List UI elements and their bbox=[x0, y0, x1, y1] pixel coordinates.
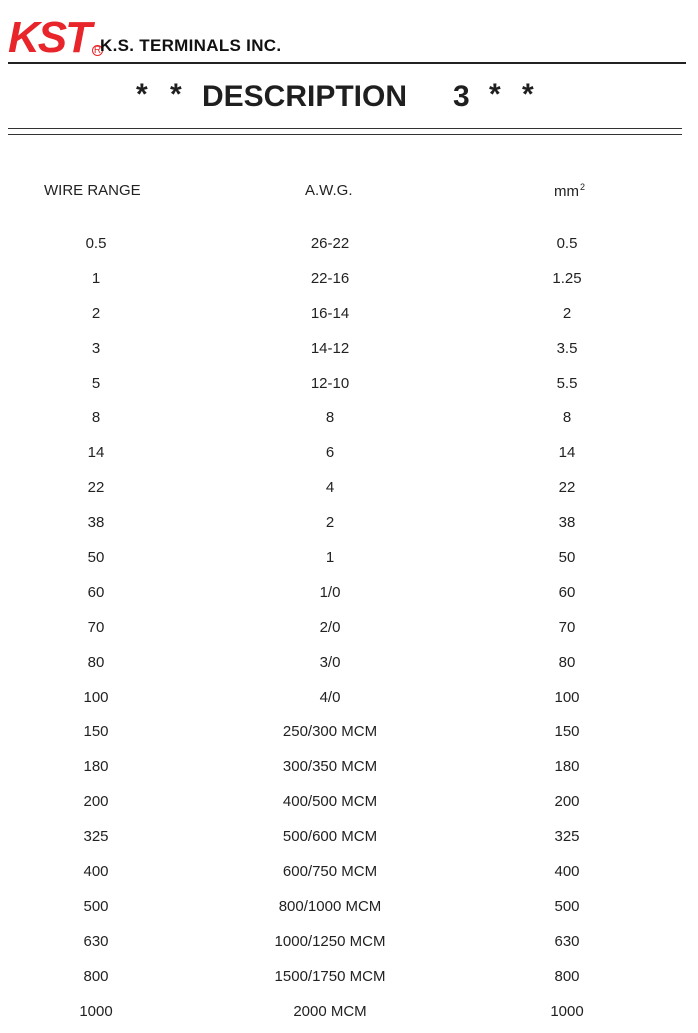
table-row bbox=[0, 510, 698, 545]
mm2-cell: 150 bbox=[554, 723, 580, 741]
awg-cell: 1 bbox=[325, 549, 335, 567]
table-row bbox=[0, 405, 698, 440]
mm2-cell: 630 bbox=[554, 932, 580, 950]
awg-cell: 22-16 bbox=[310, 269, 350, 287]
title-divider-lower bbox=[8, 134, 682, 135]
mm2-cell: 14 bbox=[558, 444, 576, 462]
table-row bbox=[0, 789, 698, 824]
table-row bbox=[0, 301, 698, 336]
table-row bbox=[0, 650, 698, 685]
awg-cell: 6 bbox=[325, 444, 335, 462]
wire-range-cell: 60 bbox=[87, 583, 105, 601]
mm2-cell: 22 bbox=[558, 479, 576, 497]
table-row bbox=[0, 266, 698, 301]
wire-range-cell: 630 bbox=[83, 932, 109, 950]
mm2-cell: 50 bbox=[558, 549, 576, 567]
registered-mark-icon: R bbox=[93, 45, 102, 56]
awg-cell: 600/750 MCM bbox=[282, 863, 378, 881]
page-header bbox=[8, 14, 686, 64]
wire-range-cell: 100 bbox=[83, 688, 109, 706]
mm2-cell: 60 bbox=[558, 583, 576, 601]
column-header-wire-range: WIRE RANGE bbox=[44, 182, 141, 199]
mm2-cell: 180 bbox=[554, 758, 580, 776]
table-row bbox=[0, 475, 698, 510]
wire-range-cell: 22 bbox=[87, 479, 105, 497]
mm2-cell: 5.5 bbox=[556, 374, 578, 392]
column-header-awg: A.W.G. bbox=[305, 182, 353, 199]
awg-cell: 2/0 bbox=[319, 618, 341, 636]
logo-text: KST bbox=[8, 13, 90, 62]
table-row bbox=[0, 580, 698, 615]
mm2-cell: 70 bbox=[558, 618, 576, 636]
wire-range-cell: 3 bbox=[91, 339, 101, 357]
awg-cell: 3/0 bbox=[319, 653, 341, 671]
wire-range-cell: 180 bbox=[83, 758, 109, 776]
mm2-cell: 100 bbox=[554, 688, 580, 706]
wire-range-cell: 0.5 bbox=[85, 235, 107, 252]
table-row bbox=[0, 336, 698, 371]
wire-range-cell: 38 bbox=[87, 514, 105, 532]
wire-range-cell: 70 bbox=[87, 618, 105, 636]
mm2-cell: 80 bbox=[558, 653, 576, 671]
wire-range-cell: 5 bbox=[91, 374, 101, 392]
table-row bbox=[0, 545, 698, 580]
column-header-mm2 bbox=[554, 182, 585, 200]
mm2-cell: 400 bbox=[554, 863, 580, 881]
wire-range-cell: 800 bbox=[83, 967, 109, 985]
awg-cell: 1000/1250 MCM bbox=[274, 932, 386, 950]
mm2-cell: 1000 bbox=[550, 1002, 584, 1020]
wire-range-table bbox=[0, 231, 698, 1033]
table-row bbox=[0, 719, 698, 754]
table-row bbox=[0, 231, 698, 266]
awg-cell: 8 bbox=[325, 409, 335, 427]
table-row bbox=[0, 894, 698, 929]
awg-cell: 500/600 MCM bbox=[282, 828, 378, 846]
wire-range-cell: 325 bbox=[83, 828, 109, 846]
title-asterisk: * bbox=[489, 78, 501, 111]
awg-cell: 1/0 bbox=[319, 583, 341, 601]
table-row bbox=[0, 999, 698, 1033]
table-row bbox=[0, 824, 698, 859]
mm-superscript: 2 bbox=[580, 182, 586, 192]
awg-cell: 300/350 MCM bbox=[282, 758, 378, 776]
mm2-cell: 2 bbox=[562, 304, 572, 322]
mm2-cell: 8 bbox=[562, 409, 572, 427]
title-asterisk: * bbox=[136, 78, 148, 111]
wire-range-cell: 200 bbox=[83, 793, 109, 811]
table-row bbox=[0, 754, 698, 789]
awg-cell: 800/1000 MCM bbox=[278, 897, 382, 915]
table-row bbox=[0, 859, 698, 894]
table-row bbox=[0, 685, 698, 720]
table-row bbox=[0, 615, 698, 650]
awg-cell: 2 bbox=[325, 514, 335, 532]
table-row bbox=[0, 964, 698, 999]
wire-range-cell: 1000 bbox=[79, 1002, 113, 1020]
awg-cell: 2000 MCM bbox=[293, 1002, 367, 1020]
header-divider bbox=[8, 62, 686, 64]
wire-range-cell: 80 bbox=[87, 653, 105, 671]
kst-logo bbox=[8, 13, 103, 62]
mm2-cell: 800 bbox=[554, 967, 580, 985]
wire-range-cell: 2 bbox=[91, 304, 101, 322]
awg-cell: 16-14 bbox=[310, 304, 350, 322]
wire-range-cell: 8 bbox=[91, 409, 101, 427]
table-row bbox=[0, 371, 698, 406]
awg-cell: 12-10 bbox=[310, 374, 350, 392]
mm2-cell: 500 bbox=[554, 897, 580, 915]
mm2-cell: 325 bbox=[554, 828, 580, 846]
table-row bbox=[0, 440, 698, 475]
title-word: DESCRIPTION bbox=[202, 80, 408, 113]
mm2-cell: 38 bbox=[558, 514, 576, 532]
wire-range-cell: 400 bbox=[83, 863, 109, 881]
table-row bbox=[0, 929, 698, 964]
awg-cell: 1500/1750 MCM bbox=[274, 967, 386, 985]
title-asterisk: * bbox=[170, 78, 182, 111]
mm2-cell: 200 bbox=[554, 793, 580, 811]
awg-cell: 4 bbox=[325, 479, 335, 497]
wire-range-cell: 150 bbox=[83, 723, 109, 741]
awg-cell: 14-12 bbox=[310, 339, 350, 357]
title-divider-upper bbox=[8, 128, 682, 129]
mm-unit: mm bbox=[554, 183, 579, 200]
wire-range-cell: 50 bbox=[87, 549, 105, 567]
mm2-cell: 0.5 bbox=[556, 235, 578, 252]
title-number: 3 bbox=[453, 80, 470, 113]
awg-cell: 250/300 MCM bbox=[282, 723, 378, 741]
page-title bbox=[0, 78, 698, 114]
wire-range-cell: 1 bbox=[91, 269, 101, 287]
awg-cell: 400/500 MCM bbox=[282, 793, 378, 811]
awg-cell: 26-22 bbox=[310, 235, 350, 252]
company-name: K.S. TERMINALS INC. bbox=[100, 36, 282, 55]
mm2-cell: 1.25 bbox=[552, 269, 582, 287]
awg-cell: 4/0 bbox=[319, 688, 341, 706]
wire-range-cell: 500 bbox=[83, 897, 109, 915]
wire-range-cell: 14 bbox=[87, 444, 105, 462]
mm2-cell: 3.5 bbox=[556, 339, 578, 357]
title-asterisk: * bbox=[522, 78, 534, 111]
